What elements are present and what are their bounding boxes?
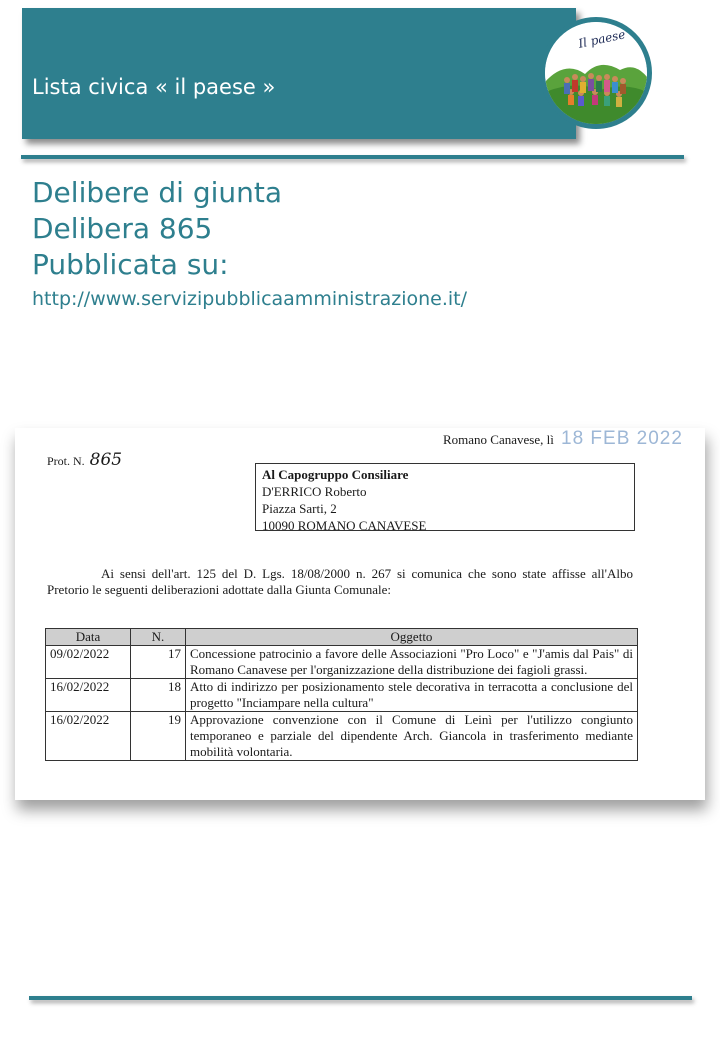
recipient-box <box>255 463 635 531</box>
recipient-line: Al Capogruppo Consiliare <box>262 467 409 482</box>
recipient-line: 10090 ROMANO CANAVESE <box>262 518 427 533</box>
protocol-label: Prot. N. <box>47 454 85 468</box>
heading-section: Delibere di giunta <box>32 176 283 209</box>
logo-text: Il paese <box>577 27 627 51</box>
column-header: Oggetto <box>186 629 638 646</box>
cell-date: 16/02/2022 <box>46 712 131 761</box>
intro-paragraph: Ai sensi dell'art. 125 del D. Lgs. 18/08/2000 n. 267 si comunica che sono state affisse all'Albo Pretorio le seguenti deliberazioni adottate dalla Giunta Comunale: <box>47 566 633 597</box>
heading-delibera: Delibera 865 <box>32 212 213 245</box>
deliberations-table <box>45 628 638 761</box>
heading-published: Pubblicata su: <box>32 248 229 281</box>
protocol-value: 865 <box>89 450 123 470</box>
cell-subject: Concessione patrocinio a favore delle Associazioni "Pro Loco" e "J'amis dal Pais" di Romano Canavese per l'organizzazione della distribuzione dei fagioli grassi. <box>186 646 638 679</box>
table-row <box>46 646 638 679</box>
logo <box>540 17 652 129</box>
cell-date: 16/02/2022 <box>46 679 131 712</box>
date-stamp: 18 FEB 2022 <box>561 428 683 449</box>
header-title: Lista civica « il paese » <box>32 75 276 99</box>
cell-number: 17 <box>131 646 186 679</box>
recipient-line: D'ERRICO Roberto <box>262 484 367 499</box>
header-band <box>22 8 576 139</box>
divider-top <box>21 155 684 159</box>
recipient-line: Piazza Sarti, 2 <box>262 501 337 516</box>
cell-number: 19 <box>131 712 186 761</box>
scanned-document <box>15 428 705 800</box>
cell-subject: Approvazione convenzione con il Comune di Leinì per l'utilizzo congiunto temporaneo e parziale del dipendente Arch. Giancola in trasferimento mediante mobilità volontaria. <box>186 712 638 761</box>
table-header-row <box>46 629 638 646</box>
divider-bottom <box>29 996 692 1000</box>
document-place: Romano Canavese, lì <box>443 432 554 447</box>
cell-subject: Atto di indirizzo per posizionamento stele decorativa in terracotta a conclusione del progetto "Inciampare nella cultura" <box>186 679 638 712</box>
cell-date: 09/02/2022 <box>46 646 131 679</box>
cell-number: 18 <box>131 679 186 712</box>
table-row <box>46 679 638 712</box>
protocol-number <box>47 450 122 470</box>
column-header: N. <box>131 629 186 646</box>
table-row <box>46 712 638 761</box>
column-header: Data <box>46 629 131 646</box>
source-url[interactable]: http://www.servizipubblicaamministrazione.it/ <box>32 288 468 310</box>
